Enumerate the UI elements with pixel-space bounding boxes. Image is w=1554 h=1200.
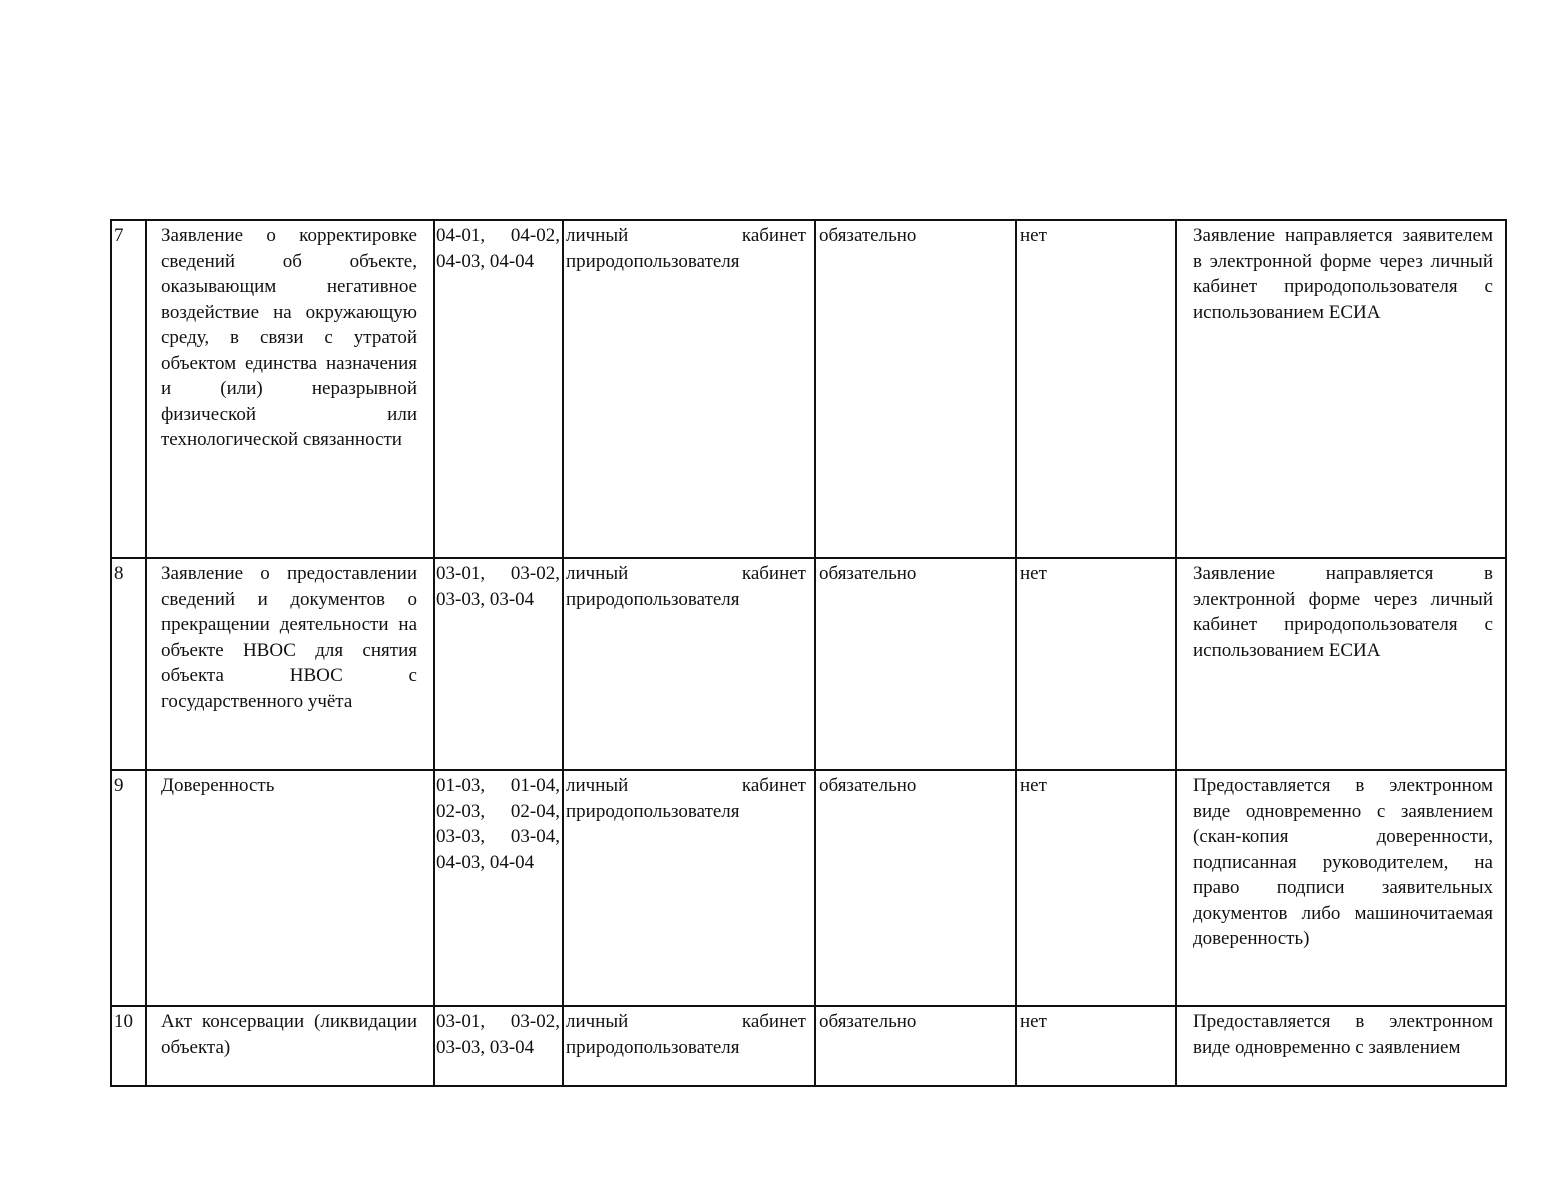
note-text: Заявление направляется заявителем в электронной форме через личный кабинет природопользователя с использованием ЕСИА [1176,220,1506,558]
service-codes: 01-03, 01-04, 02-03, 02-04, 03-03, 03-04, 04-03, 04-04 [434,770,563,1006]
requirement-status: обязательно [815,770,1016,1006]
submission-method: личный кабинет природопользователя [563,1006,815,1086]
service-codes: 03-01, 03-02, 03-03, 03-04 [434,1006,563,1086]
documents-table [110,219,1507,1087]
table-row [111,1006,1506,1086]
submission-method: личный кабинет природопользователя [563,770,815,1006]
document-name: Заявление о корректировке сведений об объекте, оказывающим негативное воздействие на окружающую среду, в связи с утратой объектом единства назначения и (или) неразрывной физической или технологической связанности [146,220,434,558]
service-codes: 04-01, 04-02, 04-03, 04-04 [434,220,563,558]
table-row [111,558,1506,770]
document-name: Заявление о предоставлении сведений и документов о прекращении деятельности на объекте НВОС для снятия объекта НВОС с государственного учёта [146,558,434,770]
payment-status: нет [1016,1006,1176,1086]
row-number: 8 [111,558,146,770]
note-text: Предоставляется в электронном виде одновременно с заявлением [1176,1006,1506,1086]
payment-status: нет [1016,558,1176,770]
payment-status: нет [1016,220,1176,558]
service-codes: 03-01, 03-02, 03-03, 03-04 [434,558,563,770]
note-text: Заявление направляется в электронной форме через личный кабинет природопользователя с использованием ЕСИА [1176,558,1506,770]
table-row [111,770,1506,1006]
requirement-status: обязательно [815,220,1016,558]
table-row [111,220,1506,558]
document-name: Доверенность [146,770,434,1006]
note-text: Предоставляется в электронном виде одновременно с заявлением (скан-копия доверенности, подписанная руководителем, на право подписи заявительных документов либо машиночитаемая доверенность) [1176,770,1506,1006]
requirement-status: обязательно [815,558,1016,770]
submission-method: личный кабинет природопользователя [563,220,815,558]
row-number: 9 [111,770,146,1006]
document-name: Акт консервации (ликвидации объекта) [146,1006,434,1086]
submission-method: личный кабинет природопользователя [563,558,815,770]
row-number: 7 [111,220,146,558]
requirement-status: обязательно [815,1006,1016,1086]
row-number: 10 [111,1006,146,1086]
payment-status: нет [1016,770,1176,1006]
